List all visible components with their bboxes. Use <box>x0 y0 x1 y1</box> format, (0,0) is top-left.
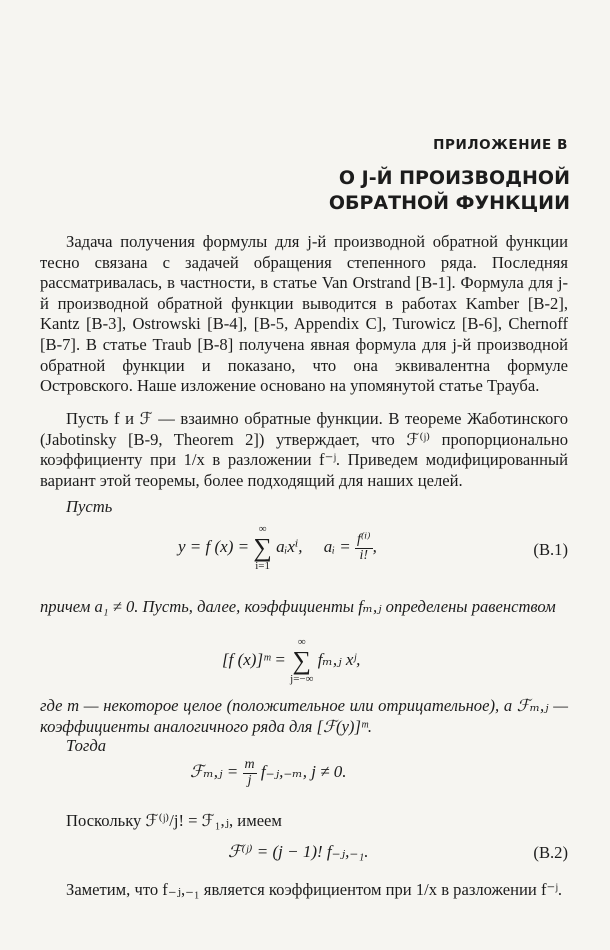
eq1-fraction <box>355 533 373 563</box>
sum1-upper-limit: ∞ <box>258 523 267 535</box>
let-word: Пусть <box>66 497 113 516</box>
eq-F-left: ℱₘ,ⱼ = <box>190 762 239 782</box>
paragraph-since: Поскольку ℱ⁽ʲ⁾/j! = ℱ₁,ⱼ, имеем <box>66 811 282 830</box>
eq-F-fraction <box>243 758 257 788</box>
chapter-title-line-1: О J-Й ПРОИЗВОДНОЙ <box>338 167 570 189</box>
equation-power-series <box>222 637 360 685</box>
equation-b2: ℱ⁽ʲ⁾ = (j − 1)! f₋ⱼ,₋₁. <box>228 842 369 861</box>
paragraph-theorem: Пусть f и ℱ — взаимно обратные функции. В теореме Жаботинского (Jabotinsky [B-9, Theorem 2]) утверждает, что ℱ⁽ʲ⁾ пропорционально коэффициенту при 1/x в разложении f⁻ʲ. Приведем модифицированный вариант этой теоремы, более подходящий для наших целей. <box>40 409 568 490</box>
eq1-numerator: f⁽ⁱ⁾ <box>356 531 371 547</box>
eq1-denominator: i! <box>359 547 369 563</box>
eq-F-right: f₋ⱼ,₋ₘ, j ≠ 0. <box>260 762 347 782</box>
paragraph-intro: Задача получения формулы для j-й производной обратной функции тесно связана с задачей обращения степенного ряда. Последняя рассматривалась, в частности, в статье Van Orstrand [B-1]. Формула для j-й производной обратной функции выводится в работах Kamber [B-2], Kantz [B-3], Ostrowski [B-4], [B-5, Appendix C], Turowicz [B-6], Chernoff [B-7]. В статье Traub [B-8] получена явная формула для j-й производной обратной функции и показано, что она эквивалентна формуле Островского. Наше изложение основано на упомянутой статье Трауба. <box>40 232 568 396</box>
chapter-title-line-2: ОБРАТНОЙ ФУНКЦИИ <box>328 192 570 214</box>
sum2-lower-limit: j=−∞ <box>290 673 314 685</box>
eq-m-left: [f (x)]ᵐ = <box>222 649 286 669</box>
eq1-term: aᵢxⁱ, <box>276 536 303 556</box>
eq-F-numerator: m <box>244 757 255 772</box>
sum-symbol-1 <box>253 524 272 572</box>
equation-number-b1: (В.1) <box>533 540 568 559</box>
equation-number-b2: (В.2) <box>533 843 568 862</box>
appendix-label: ПРИЛОЖЕНИЕ В <box>433 137 568 153</box>
paragraph-note: Заметим, что f₋ⱼ,₋₁ является коэффициентом при 1/x в разложении f⁻ʲ. <box>66 880 562 899</box>
sigma-icon: ∑ <box>292 646 312 675</box>
then-word: Тогда <box>66 736 107 755</box>
equation-F-coefficients <box>190 758 347 788</box>
eq1-coef: aᵢ = <box>323 536 351 556</box>
paragraph-where: где m — некоторое целое (положительное или отрицательное), а ℱₘ,ⱼ — коэффициенты аналогичного ряда для [ℱ(y)]ᵐ. <box>40 696 568 736</box>
eq1-left: y = f (x) = <box>178 536 250 556</box>
sum1-lower-limit: i=1 <box>255 560 270 572</box>
sum2-upper-limit: ∞ <box>297 636 306 648</box>
chapter-title <box>329 166 570 216</box>
eq-F-denominator: j <box>247 772 252 788</box>
equation-b1: y = f (x) = ∞ ∑ i=1 aᵢxⁱ, aᵢ = $\frac{\text{f⁽ⁱ⁾}}{i!}$ , <box>178 523 377 572</box>
paragraph-coefficients: причем a₁ ≠ 0. Пусть, далее, коэффициенты fₘ,ⱼ определены равенством <box>40 597 556 616</box>
eq-m-term: fₘ,ⱼ xʲ, <box>317 649 361 669</box>
sigma-icon: ∑ <box>253 533 272 562</box>
sum-symbol-2 <box>290 637 313 685</box>
